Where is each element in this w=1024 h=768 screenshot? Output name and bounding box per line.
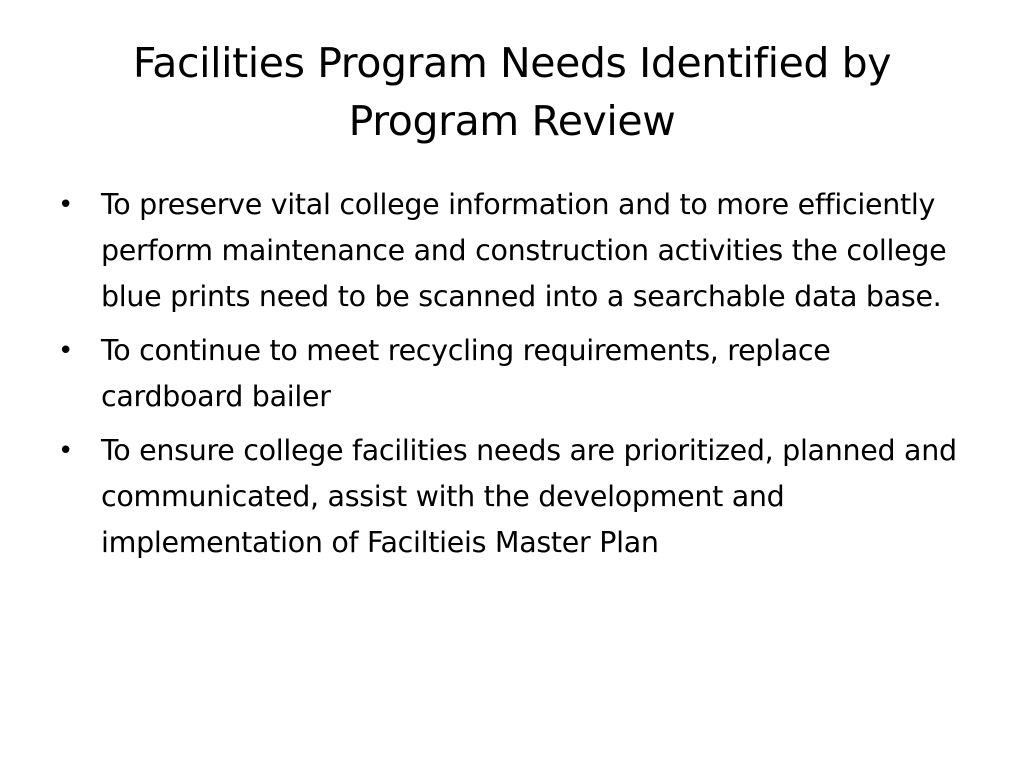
list-item <box>58 428 978 566</box>
bullet-text: To preserve vital college information and to more efficiently perform maintenance and construction activities the college blue prints need to be scanned into a searchable data base. <box>101 188 947 313</box>
slide-title: Facilities Program Needs Identified by Program Review <box>132 39 892 145</box>
bullet-list <box>58 182 978 574</box>
list-item <box>58 182 978 320</box>
bullet-text: To continue to meet recycling requirements, replace cardboard bailer <box>101 334 831 413</box>
list-item <box>58 328 978 420</box>
bullet-icon: • <box>58 436 74 466</box>
bullet-icon: • <box>58 336 74 366</box>
bullet-icon: • <box>58 190 74 220</box>
bullet-text: To ensure college facilities needs are prioritized, planned and communicated, assist with the development and implementation of Faciltieis Master Plan <box>101 434 957 559</box>
